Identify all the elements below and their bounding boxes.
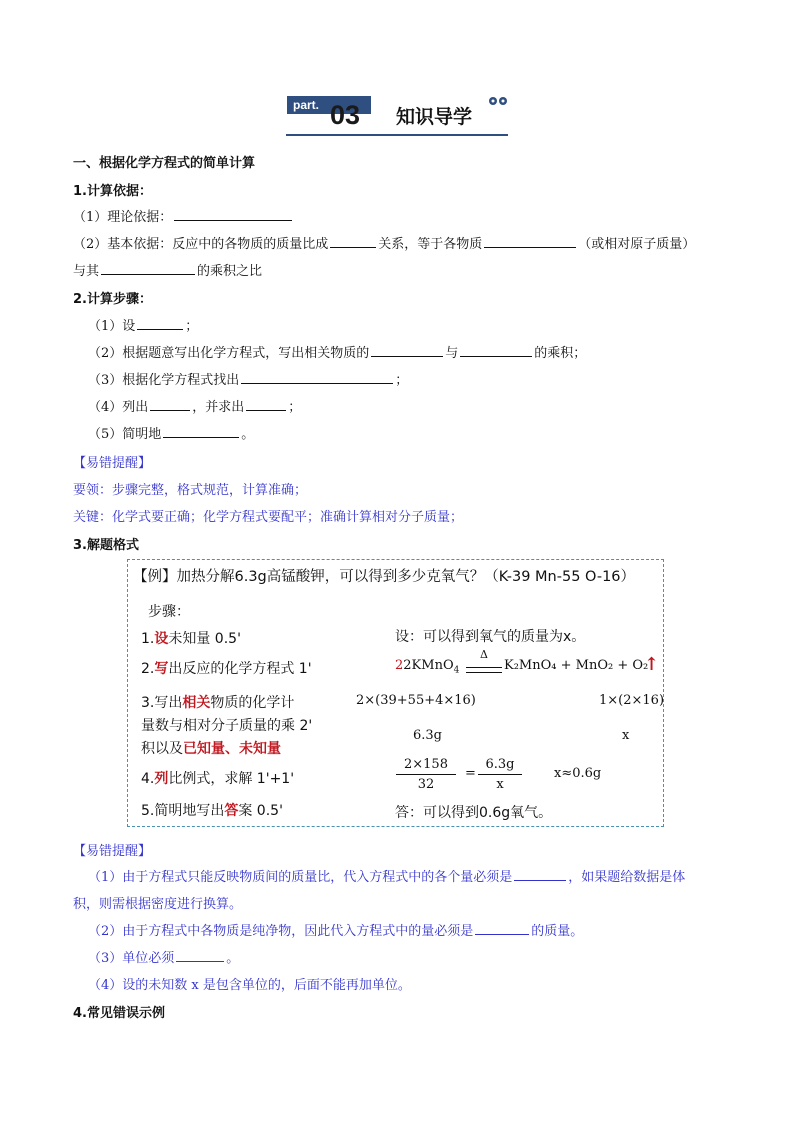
equation-products: K₂MnO₄ + MnO₂ + O₂ bbox=[504, 658, 649, 673]
heating-condition: Δ bbox=[480, 648, 488, 661]
section-title: 一、根据化学方程式的简单计算 bbox=[73, 156, 256, 171]
step-text: ； bbox=[185, 319, 199, 334]
step-text: ； bbox=[288, 400, 302, 415]
step-line-5 bbox=[88, 423, 254, 442]
step-text: 出反应的化学方程式 1' bbox=[168, 661, 312, 677]
step-text: 4. bbox=[141, 771, 155, 787]
equation-equals-line bbox=[466, 667, 502, 673]
fill-blank[interactable] bbox=[371, 343, 443, 357]
part-badge: part. bbox=[287, 96, 371, 114]
step-keyword: 相关 bbox=[182, 695, 211, 711]
fill-blank[interactable] bbox=[514, 867, 566, 881]
basis-text-d: 与其 bbox=[73, 264, 100, 279]
basis-text-a: （2）基本依据：反应中的各物质的质量比成 bbox=[73, 237, 329, 252]
step-text: 未知量 0.5' bbox=[168, 631, 241, 647]
step-text: 。 bbox=[241, 427, 255, 442]
step-keyword: 已知量、未知量 bbox=[183, 741, 281, 757]
fill-blank[interactable] bbox=[174, 207, 292, 221]
fill-blank[interactable] bbox=[241, 370, 393, 384]
step-text: 积以及 bbox=[141, 741, 183, 757]
step-text: 比例式，求解 1'+1' bbox=[168, 771, 295, 787]
decoration-dots-icon bbox=[487, 95, 511, 107]
ratio-fraction-right bbox=[478, 757, 522, 792]
step-text: （5）简明地 bbox=[88, 427, 162, 442]
step-text: 5.简明地写出 bbox=[141, 803, 225, 819]
tip-line: 要领：步骤完整，格式规范，计算准确； bbox=[73, 483, 308, 498]
fill-blank[interactable] bbox=[137, 316, 183, 330]
basis-text-b: 关系，等于各物质 bbox=[378, 237, 483, 252]
step-keyword: 列 bbox=[154, 771, 169, 787]
step-text: 与 bbox=[445, 346, 459, 361]
fraction-denominator: x bbox=[496, 777, 504, 792]
equation-subscript: 4 bbox=[453, 665, 460, 676]
step-text: 物质的化学计 bbox=[210, 695, 295, 711]
step-keyword: 设 bbox=[154, 631, 169, 647]
step-text: ，并求出 bbox=[192, 400, 245, 415]
tip-text: ，如果题给数据是体 bbox=[568, 870, 686, 885]
fill-blank[interactable] bbox=[163, 424, 239, 438]
fraction-numerator: 6.3g bbox=[478, 757, 522, 775]
heading-common-errors: 4.常见错误示例 bbox=[73, 1006, 165, 1021]
example-step-3 bbox=[141, 692, 294, 712]
basis-line-2 bbox=[73, 233, 695, 252]
step-text: 的乘积； bbox=[534, 346, 587, 361]
step-line-2 bbox=[88, 342, 586, 361]
basis-text-e: 的乘积之比 bbox=[197, 264, 263, 279]
fill-blank[interactable] bbox=[475, 921, 529, 935]
step-line-4 bbox=[88, 396, 301, 415]
tip-line bbox=[88, 866, 685, 885]
heading-calc-steps: 2.计算步骤： bbox=[73, 292, 152, 307]
basis-theory-label: （1）理论依据： bbox=[73, 210, 173, 225]
step-line-3 bbox=[88, 369, 408, 388]
fill-blank[interactable] bbox=[460, 343, 532, 357]
fill-blank[interactable] bbox=[150, 397, 190, 411]
example-unknown-quantity: x bbox=[622, 728, 630, 743]
step-keyword: 写 bbox=[154, 661, 169, 677]
heading-calc-basis: 1.计算依据： bbox=[73, 184, 152, 199]
example-step-1 bbox=[141, 628, 241, 648]
tip-title: 【易错提醒】 bbox=[73, 844, 152, 859]
equation-reactant: 2KMnO bbox=[403, 658, 454, 673]
example-step-3-line-3 bbox=[141, 738, 281, 758]
heading-solution-format: 3.解题格式 bbox=[73, 538, 139, 553]
step-text: ； bbox=[395, 373, 409, 388]
fill-blank[interactable] bbox=[246, 397, 286, 411]
part-number: 03 bbox=[330, 100, 361, 130]
example-result: x≈0.6g bbox=[554, 766, 602, 781]
example-mass-reactant: 2×(39+55+4×16) bbox=[356, 693, 476, 708]
step-text: 2. bbox=[141, 661, 155, 677]
fill-blank[interactable] bbox=[484, 234, 576, 248]
step-text: （2）根据题意写出化学方程式，写出相关物质的 bbox=[88, 346, 370, 361]
step-text: 3.写出 bbox=[141, 695, 183, 711]
step-text: （4）列出 bbox=[88, 400, 149, 415]
step-text: （3）根据化学方程式找出 bbox=[88, 373, 240, 388]
example-known-quantity: 6.3g bbox=[413, 728, 442, 743]
page-title: 知识导学 bbox=[396, 106, 473, 128]
tip-line bbox=[88, 947, 239, 966]
tip-text: （2）由于方程式中各物质是纯净物，因此代入方程式中的量必须是 bbox=[88, 924, 474, 939]
example-mass-product: 1×(2×16) bbox=[599, 693, 665, 708]
tip-line: 关键：化学式要正确；化学方程式要配平；准确计算相对分子质量； bbox=[73, 510, 464, 525]
fraction-numerator: 2×158 bbox=[396, 757, 456, 775]
tip-text: 。 bbox=[226, 951, 240, 966]
step-keyword: 答 bbox=[224, 803, 239, 819]
tip-title: 【易错提醒】 bbox=[73, 456, 152, 471]
example-step-5 bbox=[141, 800, 283, 820]
example-step-4 bbox=[141, 768, 294, 788]
step-text: （1）设 bbox=[88, 319, 136, 334]
tip-text: （1）由于方程式只能反映物质间的质量比，代入方程式中的各个量必须是 bbox=[88, 870, 513, 885]
tip-line: （4）设的未知数 x 是包含单位的，后面不能再加单位。 bbox=[88, 978, 411, 993]
gas-arrow-icon: ↑ bbox=[644, 654, 660, 675]
example-let-statement: 设：可以得到氧气的质量为x。 bbox=[395, 629, 586, 645]
tip-line bbox=[88, 920, 583, 939]
example-step-2 bbox=[141, 658, 312, 678]
example-step-3-line-2: 量数与相对分子质量的乘 2' bbox=[141, 718, 313, 734]
step-text: 1. bbox=[141, 631, 155, 647]
tip-line: 积，则需根据密度进行换算。 bbox=[73, 897, 243, 912]
step-line-1 bbox=[88, 315, 198, 334]
ratio-fraction-left bbox=[396, 757, 456, 792]
basis-line-1 bbox=[73, 206, 294, 225]
fraction-denominator: 32 bbox=[417, 777, 435, 792]
basis-line-3 bbox=[73, 260, 262, 279]
fill-blank[interactable] bbox=[330, 234, 376, 248]
example-answer: 答：可以得到0.6g氧气。 bbox=[395, 805, 553, 821]
example-question: 【例】加热分解6.3g高锰酸钾，可以得到多少克氧气？（K-39 Mn-55 O-16） bbox=[133, 569, 636, 585]
step-text: 案 0.5' bbox=[238, 803, 283, 819]
tip-text: （3）单位必须 bbox=[88, 951, 175, 966]
tip-text: 的质量。 bbox=[531, 924, 584, 939]
basis-text-c: （或相对原子质量） bbox=[578, 237, 696, 252]
example-steps-label: 步骤： bbox=[148, 604, 190, 620]
example-equation: 22KMnO$_4$ bbox=[395, 658, 460, 676]
fill-blank[interactable] bbox=[101, 261, 195, 275]
ratio-equals: = bbox=[465, 766, 476, 781]
header-underline bbox=[286, 134, 508, 136]
fill-blank[interactable] bbox=[176, 948, 224, 962]
